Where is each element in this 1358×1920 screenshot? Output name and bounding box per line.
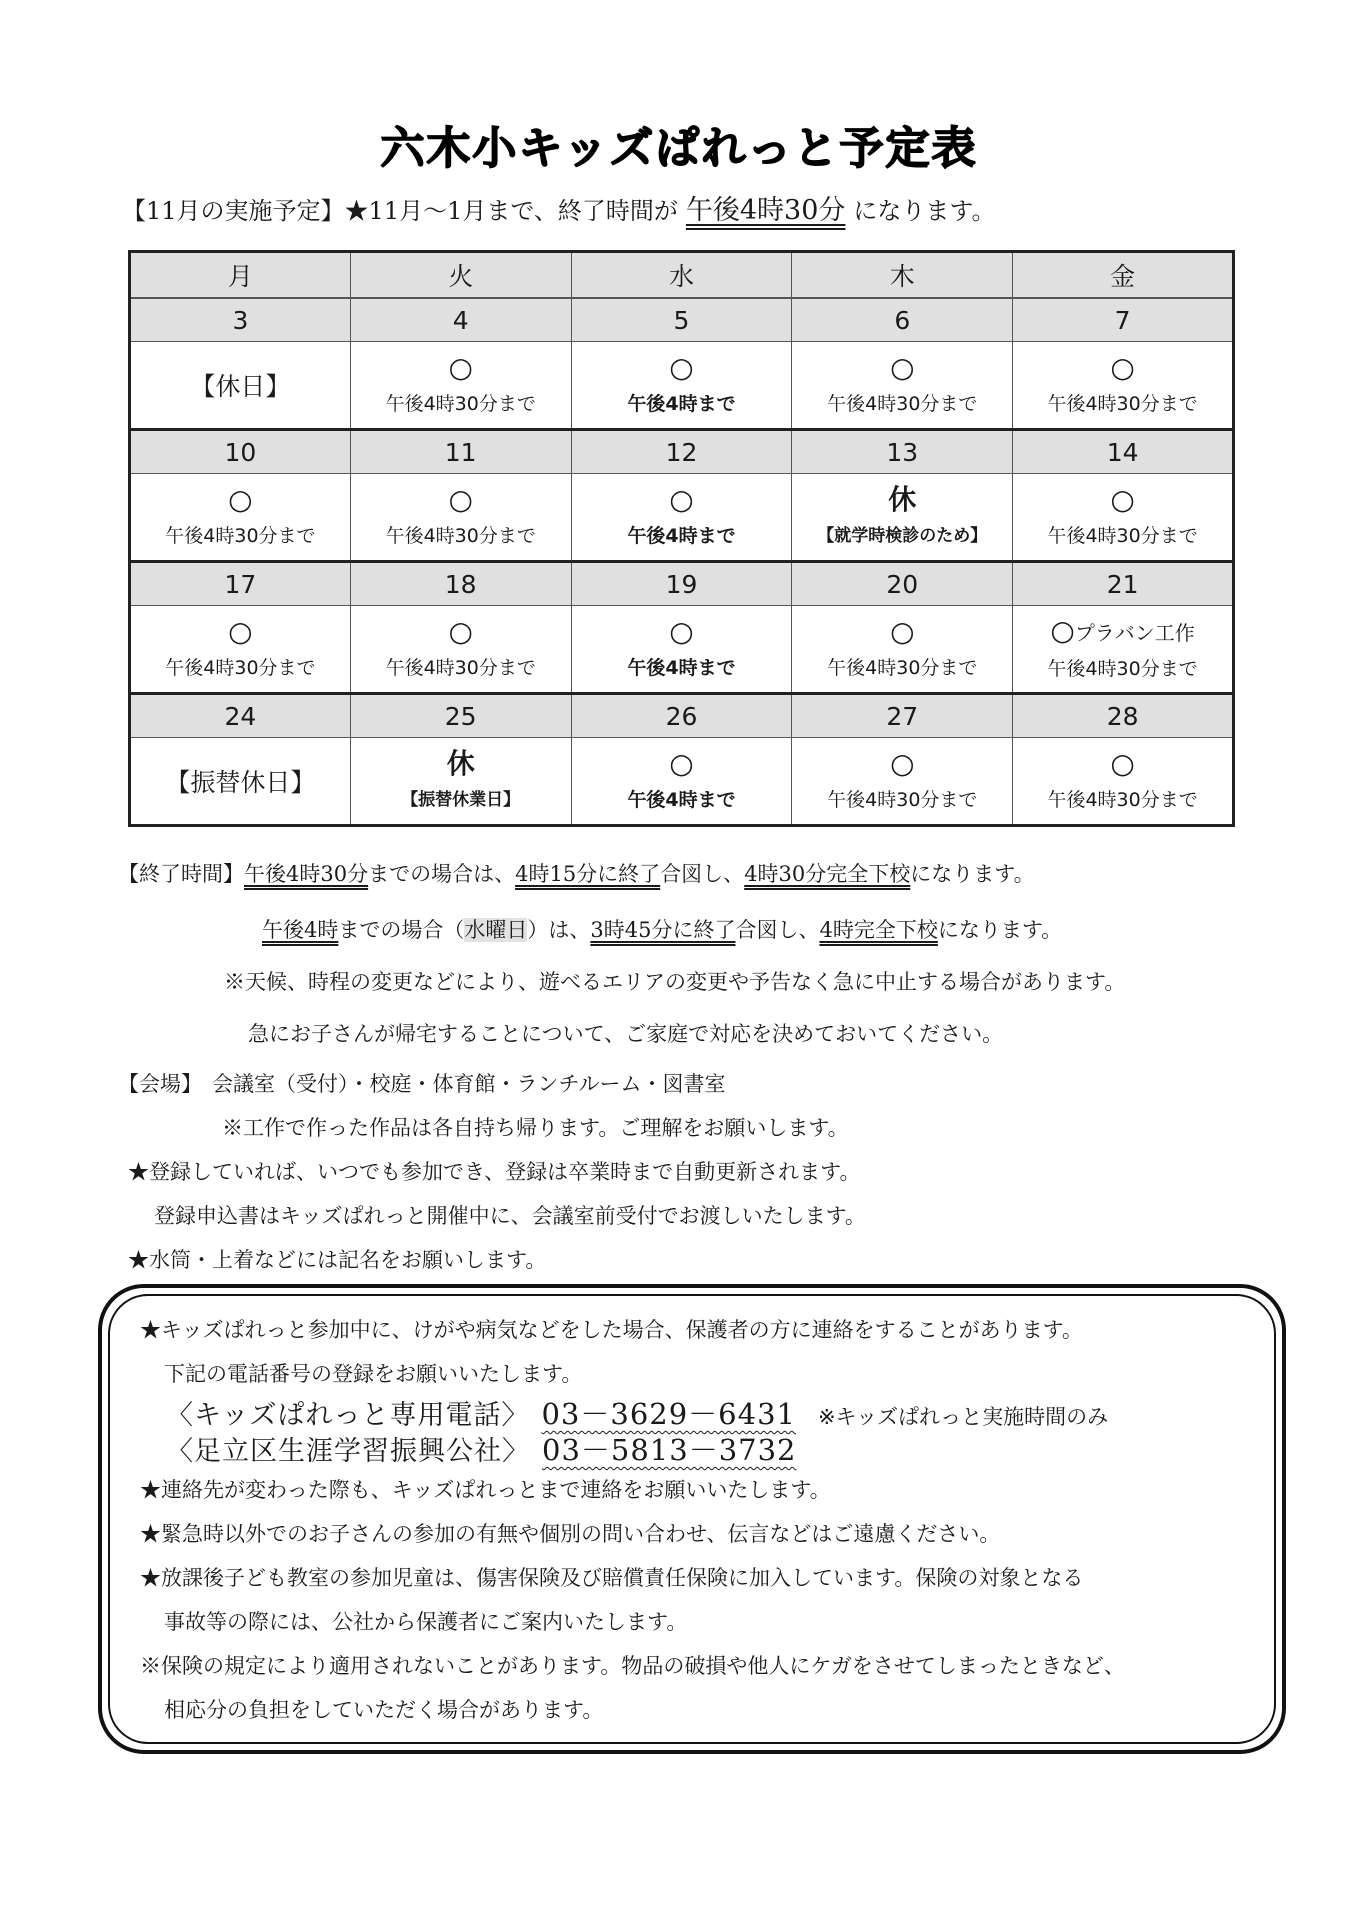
date-number: 14 xyxy=(1013,430,1234,474)
schedule-calendar xyxy=(128,250,1235,827)
status-symbol: ○ xyxy=(669,615,694,648)
day-cell xyxy=(792,342,1013,430)
date-number: 11 xyxy=(350,430,571,474)
closure-reason: 【振替休業日】 xyxy=(401,790,521,810)
activity-label: プラバン工作 xyxy=(1074,621,1195,645)
open-circle-mark xyxy=(572,481,792,519)
date-number: 5 xyxy=(571,298,792,342)
venue-line xyxy=(118,1068,725,1098)
open-circle-mark xyxy=(1013,612,1232,652)
weekday-mon: 月 xyxy=(130,252,351,299)
day-cell xyxy=(792,738,1013,826)
date-row xyxy=(130,298,1234,342)
end-time-note: 午後4時30分まで xyxy=(1047,393,1198,415)
end-time-note: 午後4時30分まで xyxy=(827,657,978,679)
status-symbol: ○ xyxy=(228,483,253,516)
end-time-note: 午後4時まで xyxy=(627,393,736,415)
date-number: 25 xyxy=(350,694,571,738)
date-number: 17 xyxy=(130,562,351,606)
status-row xyxy=(130,342,1234,430)
end-time-text: 4時30分完全下校 xyxy=(744,862,911,886)
status-symbol: ○ xyxy=(448,351,473,384)
early-return-note: 急にお子さんが帰宅することについて、ご家庭で対応を決めておいてください。 xyxy=(248,1022,1004,1046)
schedule-subtitle xyxy=(122,188,996,227)
status-symbol: ○ xyxy=(669,483,694,516)
end-time-text: 合図し、 xyxy=(660,862,745,886)
weekday-tue: 火 xyxy=(350,252,571,299)
end-time-note: 午後4時30分まで xyxy=(165,525,316,547)
notice-prefix: ★11月～1月まで、終了時間が xyxy=(344,197,678,225)
day-cell xyxy=(130,606,351,694)
status-symbol: ○ xyxy=(448,615,473,648)
date-number: 26 xyxy=(571,694,792,738)
status-symbol: ○ xyxy=(228,615,253,648)
day-cell xyxy=(130,738,351,826)
phone-label: 〈キッズぱれっと専用電話〉 xyxy=(166,1400,530,1431)
end-time-text: 午後4時30分 xyxy=(244,862,369,886)
day-cell xyxy=(350,474,571,562)
open-circle-mark xyxy=(572,613,792,651)
end-time-note: 午後4時30分まで xyxy=(385,657,536,679)
status-row xyxy=(130,738,1234,826)
date-number: 13 xyxy=(792,430,1013,474)
end-time-note: 午後4時30分まで xyxy=(385,525,536,547)
contact-line-4: ★緊急時以外でのお子さんの参加の有無や個別の問い合わせ、伝言などはご遠慮ください。 xyxy=(140,1522,1001,1546)
open-circle-mark xyxy=(351,481,571,519)
status-symbol: ○ xyxy=(1110,351,1135,384)
open-circle-mark xyxy=(351,613,571,651)
day-cell xyxy=(571,738,792,826)
end-time-text: までの場合は、 xyxy=(368,862,516,886)
day-cell xyxy=(1013,342,1234,430)
date-row xyxy=(130,430,1234,474)
status-symbol: ○ xyxy=(669,747,694,780)
registration-line-1: ★登録していれば、いつでも参加でき、登録は卒業時まで自動更新されます。 xyxy=(128,1160,861,1184)
date-number: 7 xyxy=(1013,298,1234,342)
holiday-label: 【振替休日】 xyxy=(165,768,316,797)
status-symbol: 休 xyxy=(888,483,917,516)
day-cell xyxy=(350,342,571,430)
day-cell xyxy=(350,738,571,826)
day-cell xyxy=(792,606,1013,694)
contact-line-3: ★連絡先が変わった際も、キッズぱれっとまで連絡をお願いいたします。 xyxy=(140,1478,831,1502)
status-symbol: ○ xyxy=(1110,747,1135,780)
status-symbol: ○ xyxy=(448,483,473,516)
name-label-note: ★水筒・上着などには記名をお願いします。 xyxy=(128,1248,547,1272)
date-row xyxy=(130,694,1234,738)
registration-line-2: 登録申込書はキッズぱれっと開催中に、会議室前受付でお渡しいたします。 xyxy=(154,1204,866,1228)
status-symbol: ○ xyxy=(890,351,915,384)
end-time-label: 【終了時間】 xyxy=(118,862,244,886)
status-symbol: ○ xyxy=(1050,614,1075,647)
status-symbol: ○ xyxy=(669,351,694,384)
end-time-note: 午後4時まで xyxy=(627,789,736,811)
date-number: 4 xyxy=(350,298,571,342)
end-time-note: 午後4時まで xyxy=(627,525,736,547)
notice-suffix: になります。 xyxy=(853,197,996,225)
open-circle-mark xyxy=(131,613,350,651)
contact-line-1: ★キッズぱれっと参加中に、けがや病気などをした場合、保護者の方に連絡をすることがあります。 xyxy=(140,1318,1083,1342)
closure-reason: 【就学時検診のため】 xyxy=(817,526,988,546)
weekday-thu: 木 xyxy=(792,252,1013,299)
contact-line-2: 下記の電話番号の登録をお願いいたします。 xyxy=(164,1362,583,1386)
date-number: 24 xyxy=(130,694,351,738)
end-time-text: になります。 xyxy=(910,862,1035,886)
end-time-note: 午後4時30分まで xyxy=(1047,789,1198,811)
weather-note: ※天候、時程の変更などにより、遊べるエリアの変更や予告なく急に中止する場合があります。 xyxy=(224,970,1126,994)
date-number: 3 xyxy=(130,298,351,342)
contact-line-7: ※保険の規定により適用されないことがあります。物品の破損や他人にケガをさせてしまったときなど、 xyxy=(140,1654,1125,1678)
status-row xyxy=(130,474,1234,562)
status-row xyxy=(130,606,1234,694)
end-time-text: 4時15分に終了 xyxy=(515,862,661,886)
venue-places: 会議室（受付）・校庭・体育館・ランチルーム・図書室 xyxy=(212,1072,726,1096)
end-time-note: 午後4時まで xyxy=(627,657,736,679)
holiday-label: 【休日】 xyxy=(190,372,291,401)
end-time-text: 合図し、 xyxy=(735,918,820,942)
open-circle-mark xyxy=(792,349,1012,387)
notice-end-time: 午後4時30分 xyxy=(685,195,846,226)
craft-note: ※工作で作った作品は各自持ち帰ります。ご理解をお願いします。 xyxy=(222,1116,849,1140)
phone-note: ※キッズぱれっと実施時間のみ xyxy=(817,1405,1109,1429)
end-time-note: 午後4時30分まで xyxy=(1047,525,1198,547)
day-cell xyxy=(130,342,351,430)
wednesday-highlight: 水曜日 xyxy=(464,918,528,942)
open-circle-mark xyxy=(131,481,350,519)
phone-label: 〈足立区生涯学習振興公社〉 xyxy=(166,1436,530,1467)
phone-row-kids xyxy=(166,1392,1108,1433)
day-cell xyxy=(1013,738,1234,826)
day-cell xyxy=(571,474,792,562)
end-time-note: 午後4時30分まで xyxy=(1047,658,1198,680)
day-cell xyxy=(130,474,351,562)
end-time-text: ）は、 xyxy=(527,918,591,942)
date-number: 27 xyxy=(792,694,1013,738)
open-circle-mark xyxy=(572,349,792,387)
weekday-header-row xyxy=(130,252,1234,299)
phone-number[interactable]: 03－5813－3732 xyxy=(542,1433,797,1467)
open-circle-mark xyxy=(572,745,792,783)
closed-mark xyxy=(792,481,1012,519)
day-cell xyxy=(792,474,1013,562)
end-time-text: までの場合（ xyxy=(338,918,465,942)
phone-number[interactable]: 03－3629－6431 xyxy=(541,1397,796,1431)
date-number: 19 xyxy=(571,562,792,606)
date-number: 18 xyxy=(350,562,571,606)
date-number: 6 xyxy=(792,298,1013,342)
end-time-note: 午後4時30分まで xyxy=(385,393,536,415)
contact-line-5: ★放課後子ども教室の参加児童は、傷害保険及び賠償責任保険に加入しています。保険の対象となる xyxy=(140,1566,1084,1590)
contact-line-8: 相応分の負担をしていただく場合があります。 xyxy=(164,1698,604,1722)
date-number: 12 xyxy=(571,430,792,474)
weekday-fri: 金 xyxy=(1013,252,1234,299)
venue-label: 【会場】 xyxy=(118,1072,202,1096)
end-time-text: 3時45分に終了 xyxy=(590,918,736,942)
end-time-text: 4時完全下校 xyxy=(819,918,938,942)
date-row xyxy=(130,562,1234,606)
open-circle-mark xyxy=(792,745,1012,783)
end-time-line-2 xyxy=(262,914,1062,944)
phone-row-corp xyxy=(166,1428,797,1469)
date-number: 20 xyxy=(792,562,1013,606)
status-symbol: ○ xyxy=(1110,483,1135,516)
day-cell xyxy=(1013,474,1234,562)
end-time-note: 午後4時30分まで xyxy=(165,657,316,679)
end-time-line-1 xyxy=(118,858,1035,888)
status-symbol: ○ xyxy=(890,615,915,648)
status-symbol: ○ xyxy=(890,747,915,780)
end-time-text: になります。 xyxy=(937,918,1063,942)
contact-line-6: 事故等の際には、公社から保護者にご案内いたします。 xyxy=(164,1610,688,1634)
day-cell xyxy=(1013,606,1234,694)
end-time-text: 午後4時 xyxy=(262,918,339,942)
day-cell xyxy=(350,606,571,694)
weekday-wed: 水 xyxy=(571,252,792,299)
closed-mark xyxy=(351,745,571,783)
open-circle-mark xyxy=(792,613,1012,651)
day-cell xyxy=(571,342,792,430)
open-circle-mark xyxy=(1013,349,1232,387)
end-time-note: 午後4時30分まで xyxy=(827,789,978,811)
date-number: 10 xyxy=(130,430,351,474)
date-number: 21 xyxy=(1013,562,1234,606)
page-title: 六木小キッズぱれっと予定表 xyxy=(380,123,978,174)
open-circle-mark xyxy=(1013,745,1232,783)
month-label: 【11月の実施予定】 xyxy=(122,197,345,225)
open-circle-mark xyxy=(1013,481,1232,519)
open-circle-mark xyxy=(351,349,571,387)
day-cell xyxy=(571,606,792,694)
status-symbol: 休 xyxy=(446,747,475,780)
end-time-note: 午後4時30分まで xyxy=(827,393,978,415)
date-number: 28 xyxy=(1013,694,1234,738)
